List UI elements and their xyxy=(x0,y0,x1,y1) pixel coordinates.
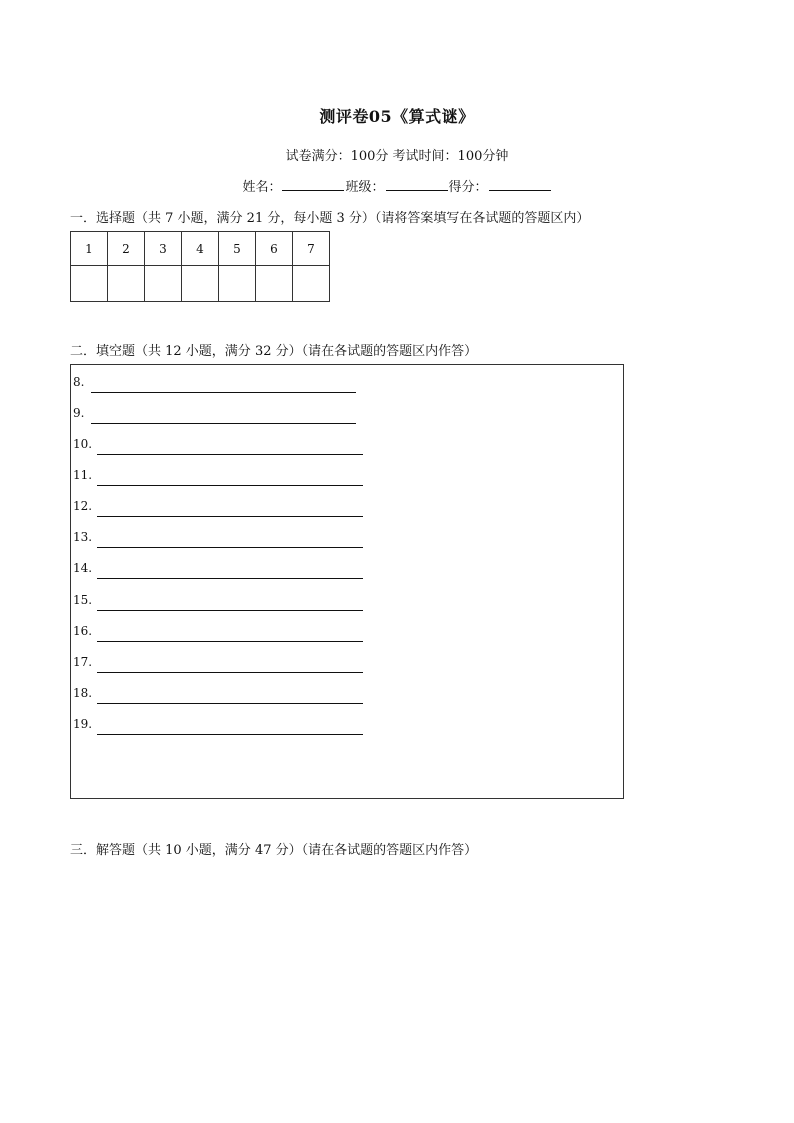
fill-item-number: 18. xyxy=(73,686,93,700)
class-field[interactable] xyxy=(386,177,448,191)
fill-item xyxy=(73,437,92,455)
grid-header-cell: 7 xyxy=(293,232,330,266)
fill-item-number: 12. xyxy=(73,499,93,513)
fill-item-number: 17. xyxy=(73,655,93,669)
score-field[interactable] xyxy=(489,177,551,191)
name-label: 姓名： xyxy=(242,180,282,195)
section-solve-heading: 三．解答题（共 10 小题，满分 47 分）（请在各试题的答题区内作答） xyxy=(70,843,478,858)
fill-item-line[interactable] xyxy=(97,610,363,611)
fill-item-line[interactable] xyxy=(97,454,363,455)
section-choice-heading: 一．选择题（共 7 小题，满分 21 分，每小题 3 分）（请将答案填写在各试题的答题区内） xyxy=(70,211,590,226)
student-info xyxy=(0,176,794,195)
fill-item-line[interactable] xyxy=(97,547,363,548)
fill-item-number: 16. xyxy=(73,624,93,638)
grid-header-cell: 4 xyxy=(182,232,219,266)
grid-answer-cell-4[interactable] xyxy=(182,266,219,302)
fill-item-line[interactable] xyxy=(91,392,356,393)
score-label: 得分： xyxy=(448,180,488,195)
grid-header-cell: 3 xyxy=(145,232,182,266)
grid-header-cell: 1 xyxy=(71,232,108,266)
fill-item xyxy=(73,655,92,673)
grid-header-cell: 5 xyxy=(219,232,256,266)
grid-answer-cell-5[interactable] xyxy=(219,266,256,302)
fill-item-number: 8. xyxy=(73,375,85,389)
fill-item xyxy=(73,686,92,704)
grid-answer-cell-7[interactable] xyxy=(293,266,330,302)
fill-item xyxy=(73,561,92,579)
fill-item-number: 14. xyxy=(73,561,93,575)
fill-item-line[interactable] xyxy=(97,734,363,735)
fill-item-number: 19. xyxy=(73,717,93,731)
fill-item xyxy=(73,530,92,548)
fill-item-line[interactable] xyxy=(97,641,363,642)
class-label: 班级： xyxy=(345,180,385,195)
grid-answer-cell-1[interactable] xyxy=(71,266,108,302)
fill-item-line[interactable] xyxy=(91,423,356,424)
grid-answer-cell-6[interactable] xyxy=(256,266,293,302)
fill-item-line[interactable] xyxy=(97,516,363,517)
section-fill-heading: 二．填空题（共 12 小题，满分 32 分）（请在各试题的答题区内作答） xyxy=(70,344,478,359)
name-field[interactable] xyxy=(282,177,344,191)
grid-header-cell: 6 xyxy=(256,232,293,266)
fill-item-line[interactable] xyxy=(97,703,363,704)
fill-item xyxy=(73,406,84,424)
fill-item-line[interactable] xyxy=(97,578,363,579)
fill-answer-box xyxy=(70,364,624,799)
fill-item xyxy=(73,593,92,611)
page-title: 测评卷05《算式谜》 xyxy=(319,107,475,126)
choice-answer-grid xyxy=(70,231,330,302)
grid-answer-cell-3[interactable] xyxy=(145,266,182,302)
fill-item xyxy=(73,624,92,642)
fill-item xyxy=(73,375,84,393)
fill-item xyxy=(73,468,92,486)
grid-header-cell: 2 xyxy=(108,232,145,266)
fill-item-number: 11. xyxy=(73,468,93,482)
exam-meta: 试卷满分：100分 考试时间：100分钟 xyxy=(285,149,509,164)
fill-item xyxy=(73,717,92,735)
fill-item-number: 9. xyxy=(73,406,85,420)
fill-item xyxy=(73,499,92,517)
fill-item-number: 10. xyxy=(73,437,93,451)
fill-item-line[interactable] xyxy=(97,485,363,486)
fill-item-number: 15. xyxy=(73,593,93,607)
fill-item-line[interactable] xyxy=(97,672,363,673)
grid-answer-cell-2[interactable] xyxy=(108,266,145,302)
fill-item-number: 13. xyxy=(73,530,93,544)
